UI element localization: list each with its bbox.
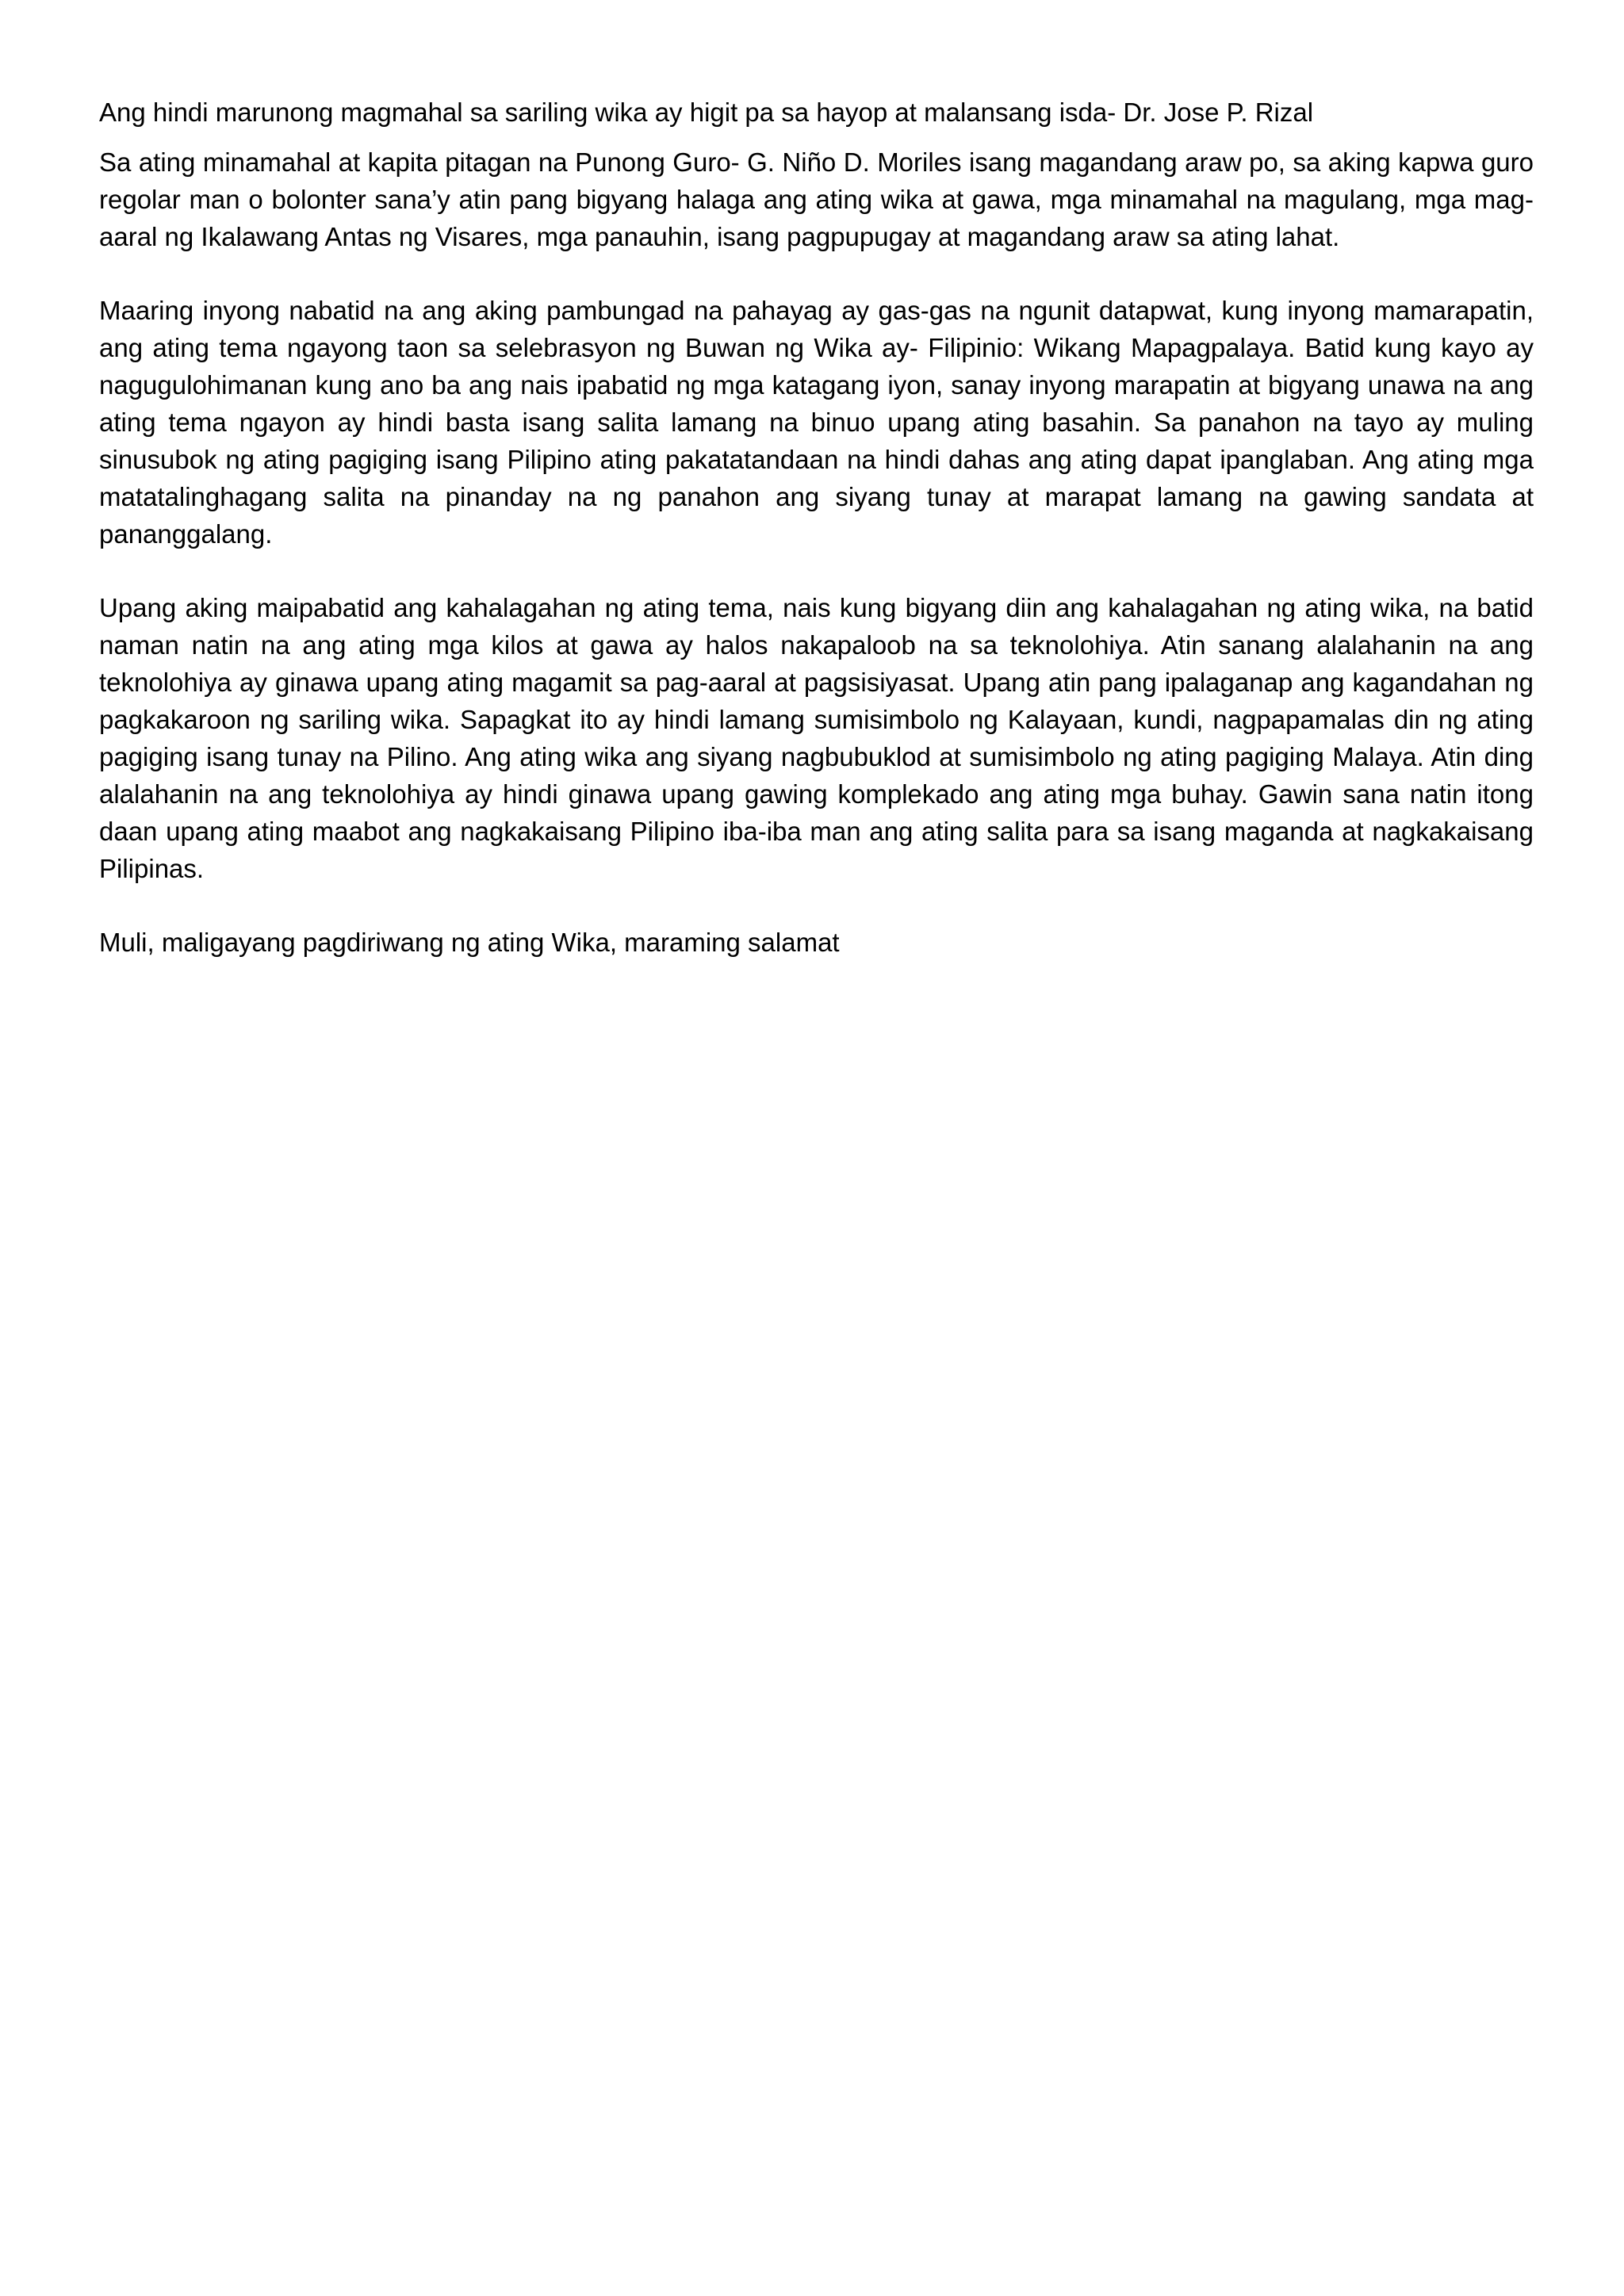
body-paragraph: Upang aking maipabatid ang kahalagahan ng ating tema, nais kung bigyang diin ang kahalagahan ng ating wika, na batid naman natin na ang ating mga kilos at gawa ay halos nakapaloob na sa teknolohiya. Atin sanang alalahanin na ang teknolohiya ay ginawa upang ating magamit sa pag-aaral at pagsisiyasat. Upang atin pang ipalaganap ang kagandahan ng pagkakaroon ng sariling wika. Sapagkat ito ay hindi lamang sumisimbolo ng Kalayaan, kundi, nagpapamalas din ng ating pagiging isang tunay na Pilino. Ang ating wika ang siyang nagbubuklod at sumisimbolo ng ating pagiging Malaya. Atin ding alalahanin na ang teknolohiya ay hindi ginawa upang gawing komplekado ang ating mga buhay. Gawin sana natin itong daan upang ating maabot ang nagkakaisang Pilipino iba-iba man ang ating salita para sa isang maganda at nagkakaisang Pilipinas. <box>99 593 1534 883</box>
document-body <box>99 94 1534 961</box>
closing-line: Muli, maligayang pagdiriwang ng ating Wika, maraming salamat <box>99 928 840 957</box>
greeting-paragraph: Sa ating minamahal at kapita pitagan na Punong Guro- G. Niño D. Moriles isang magandang araw po, sa aking kapwa guro regolar man o bolonter sana’y atin pang bigyang halaga ang ating wika at gawa, mga minamahal na magulang, mga mag-aaral ng Ikalawang Antas ng Visares, mga panauhin, isang pagpupugay at magandang araw sa ating lahat. <box>99 147 1534 251</box>
body-paragraph: Maaring inyong nabatid na ang aking pambungad na pahayag ay gas-gas na ngunit datapwat, kung inyong mamarapatin, ang ating tema ngayong taon sa selebrasyon ng Buwan ng Wika ay- Filipinio: Wikang Mapagpalaya. Batid kung kayo ay nagugulohimanan kung ano ba ang nais ipabatid ng mga katagang iyon, sanay inyong marapatin at bigyang unawa na ang ating tema ngayon ay hindi basta isang salita lamang na binuo upang ating basahin. Sa panahon na tayo ay muling sinusubok ng ating pagiging isang Pilipino ating pakatatandaan na hindi dahas ang ating dapat ipanglaban. Ang ating mga matatalinghagang salita na pinanday na ng panahon ang siyang tunay at marapat lamang na gawing sandata at pananggalang. <box>99 296 1534 549</box>
opening-quote: Ang hindi marunong magmahal sa sariling wika ay higit pa sa hayop at malansang isda- Dr. Jose P. Rizal <box>99 98 1314 127</box>
